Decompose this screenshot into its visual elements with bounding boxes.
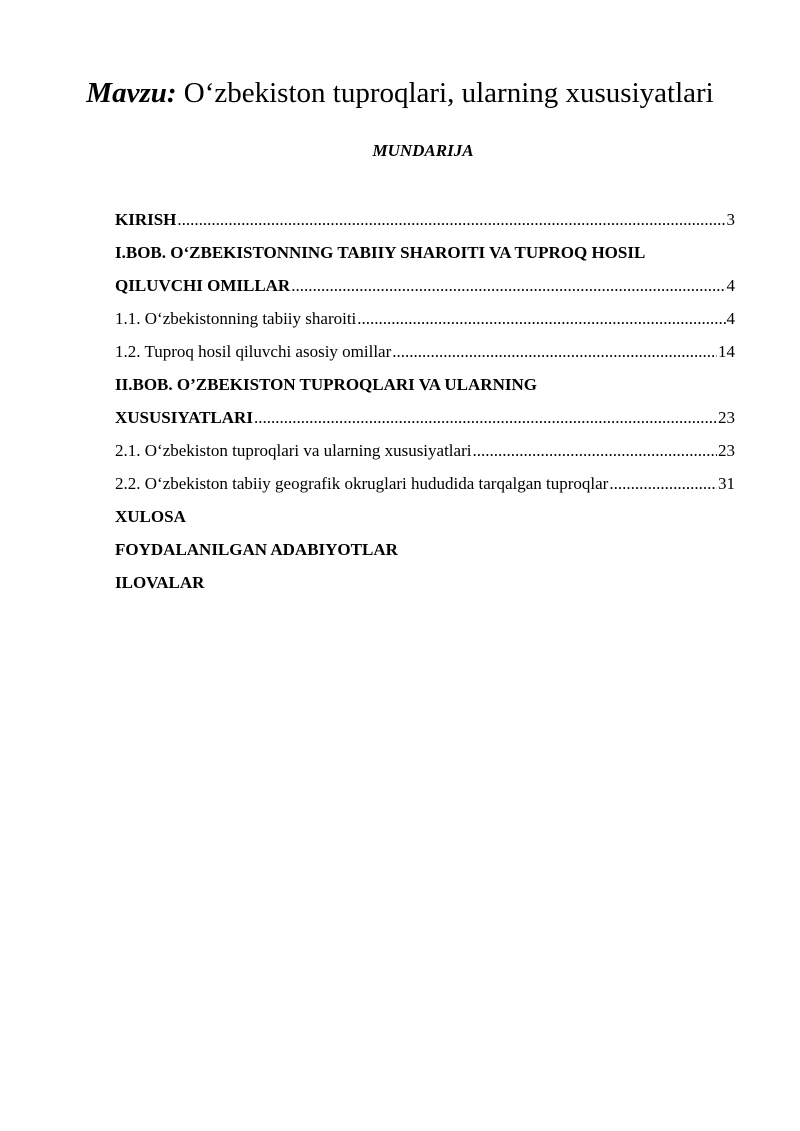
title-lead: Mavzu: [86, 77, 177, 109]
toc-entry-text: 2.1. O‘zbekiston tuproqlari va ularning xususiyatlari [115, 441, 472, 460]
toc-entry-text: FOYDALANILGAN ADABIYOTLAR [115, 540, 398, 559]
toc-entry-text: XULOSA [115, 507, 186, 526]
toc-entry[interactable] [115, 405, 735, 438]
toc-entry-text: ILOVALAR [115, 573, 205, 592]
toc-entry[interactable] [115, 339, 735, 372]
dot-leader [392, 339, 717, 365]
toc-entry[interactable] [115, 306, 735, 339]
toc-entry[interactable] [115, 207, 735, 240]
toc-entry-text: 1.1. O‘zbekistonning tabiiy sharoiti [115, 309, 357, 328]
toc-entry[interactable] [115, 471, 735, 504]
toc-entry-page: 31 [718, 474, 735, 493]
toc-entry-text: I.BOB. O‘ZBEKISTONNING TABIIY SHAROITI VA TUPROQ HOSIL [115, 243, 646, 262]
toc-entry[interactable] [115, 240, 735, 273]
toc-entry-text: XUSUSIYATLARI [115, 408, 253, 427]
toc-entry-text: II.BOB. O’ZBEKISTON TUPROQLARI VA ULARNING [115, 375, 537, 394]
toc-entry-text: 1.2. Tuproq hosil qiluvchi asosiy omillar [115, 342, 392, 361]
dot-leader [177, 207, 725, 233]
toc-heading: MUNDARIJA [372, 141, 474, 160]
toc-entry[interactable] [115, 273, 735, 306]
title-text: O‘zbekiston tuproqlari, ularning xususiyatlari [176, 77, 714, 109]
toc-entry-page: 4 [726, 309, 735, 328]
table-of-contents [115, 207, 735, 603]
document-title [0, 76, 800, 110]
toc-entry-page: 4 [726, 276, 735, 295]
dot-leader [357, 306, 725, 332]
dot-leader [254, 405, 717, 431]
toc-entry-page: 23 [718, 408, 735, 427]
dot-leader [609, 471, 717, 497]
toc-entry-text: KIRISH [115, 210, 177, 229]
toc-entry-page: 14 [718, 342, 735, 361]
toc-entry[interactable] [115, 504, 735, 537]
toc-entry[interactable] [115, 570, 735, 603]
toc-entry[interactable] [115, 372, 735, 405]
toc-entry[interactable] [115, 537, 735, 570]
toc-entry-text: QILUVCHI OMILLAR [115, 276, 291, 295]
toc-entry-page: 3 [726, 210, 735, 229]
dot-leader [472, 438, 717, 464]
toc-entry-page: 23 [718, 441, 735, 460]
dot-leader [291, 273, 725, 299]
toc-entry-text: 2.2. O‘zbekiston tabiiy geografik okruglari hududida tarqalgan tuproqlar [115, 474, 609, 493]
toc-entry[interactable] [115, 438, 735, 471]
